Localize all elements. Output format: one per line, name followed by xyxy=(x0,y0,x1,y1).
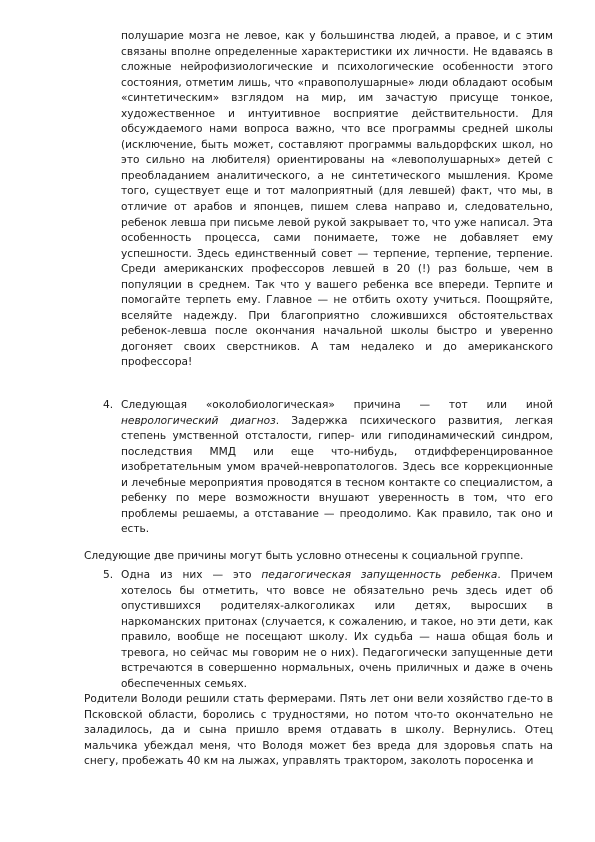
intro-paragraph xyxy=(84,549,553,565)
continuation-paragraph xyxy=(121,29,553,371)
list-item-text xyxy=(121,568,553,692)
list-item-5 xyxy=(103,568,553,692)
intro-text: Следующие две причины могут быть условно отнесены к социальной группе. xyxy=(84,550,524,562)
text-before: Одна из них — это xyxy=(121,569,262,581)
emphasis-text: неврологический диагноз xyxy=(121,414,276,427)
list-number: 5. xyxy=(103,569,114,581)
list-number: 4. xyxy=(103,399,114,411)
story-text: Родители Володи решили стать фермерами. Пять лет они вели хозяйство где-то в Псковской области, боролись с трудностями, но потом что-то окончательно не заладилось, да и сына пришло время отдавать в школу. Вернулись. Отец мальчика убеждал меня, что Володя может без вреда для здоровья спать на снегу, пробежать 40 км на лыжах, управлять трактором, заколоть поросенка и xyxy=(84,693,553,768)
emphasis-text: педагогическая запущенность ребенка xyxy=(261,569,498,581)
text-after: . Причем хотелось бы отметить, что вовсе не обязательно речь здесь идет об опустившихся родителях-алкоголиках или детях, выросших в наркоманских притонах (случается, к сожалению, и такое, но эти дети, как правило, вообще не посещают школу. Их судьба — наша общая боль и тревога, но сейчас мы говорим не о них). Педагогически запущенные дети встречаются в совершенно нормальных, очень приличных и даже в очень обеспеченных семьях. xyxy=(121,569,553,690)
text-before: Следующая «околобиологическая» причина — тот или иной xyxy=(121,399,553,411)
story-paragraph xyxy=(84,692,553,770)
continuation-text: полушарие мозга не левое, как у большинства людей, а правое, и с этим связаны вполне определенные характеристики их личности. Не вдаваясь в сложные нейрофизиологические и психологические особенности этого состояния, отметим лишь, что «правополушарные» люди обладают особым «синтетическим» взглядом на мир, им зачастую присуще тонкое, художественное и интуитивное восприятие действительности. Для обсуждаемого нами вопроса важно, что все программы средней школы (исключение, быть может, составляют программы вальдорфских школ, но это сильно на любителя) ориентированы на «левополушарных» детей с преобладанием аналитического, а не синтетического мышления. Кроме того, существует еще и тот малоприятный (для левшей) факт, что мы, в отличие от арабов и японцев, пишем слева направо и, следовательно, ребенок левша при письме левой рукой закрывает то, что уже написал. Эта особенность процесса, сами понимаете, тоже не добавляет ему успешности. Здесь единственный совет — терпение, терпение, терпение. Среди американских профессоров левшей в 20 (!) раз больше, чем в популяции в среднем. Так что у вашего ребенка все впереди. Терпите и помогайте терпеть ему. Главное — не отбить охоту учиться. Поощряйте, вселяйте надежду. При благоприятно сложившихся обстоятельствах ребенок-левша после окончания начальной школы быстро и уверенно догоняет своих сверстников. А там недалеко и до американского профессора! xyxy=(121,30,553,369)
list-item-4 xyxy=(103,398,553,538)
text-after: . Задержка психического развития, легкая степень умственной отсталости, гипер- или гиподинамический синдром, последствия ММД или еще что-нибудь, отдифференцированное изобретательным умом врачей-невропатологов. Здесь все коррекционные и лечебные мероприятия проводятся в тесном контакте со специалистом, а ребенку по мере возможности внушают уверенность в том, что его проблемы решаемы, а отставание — преодолимо. Как правило, так оно и есть. xyxy=(121,414,553,536)
list-item-text xyxy=(121,398,553,538)
